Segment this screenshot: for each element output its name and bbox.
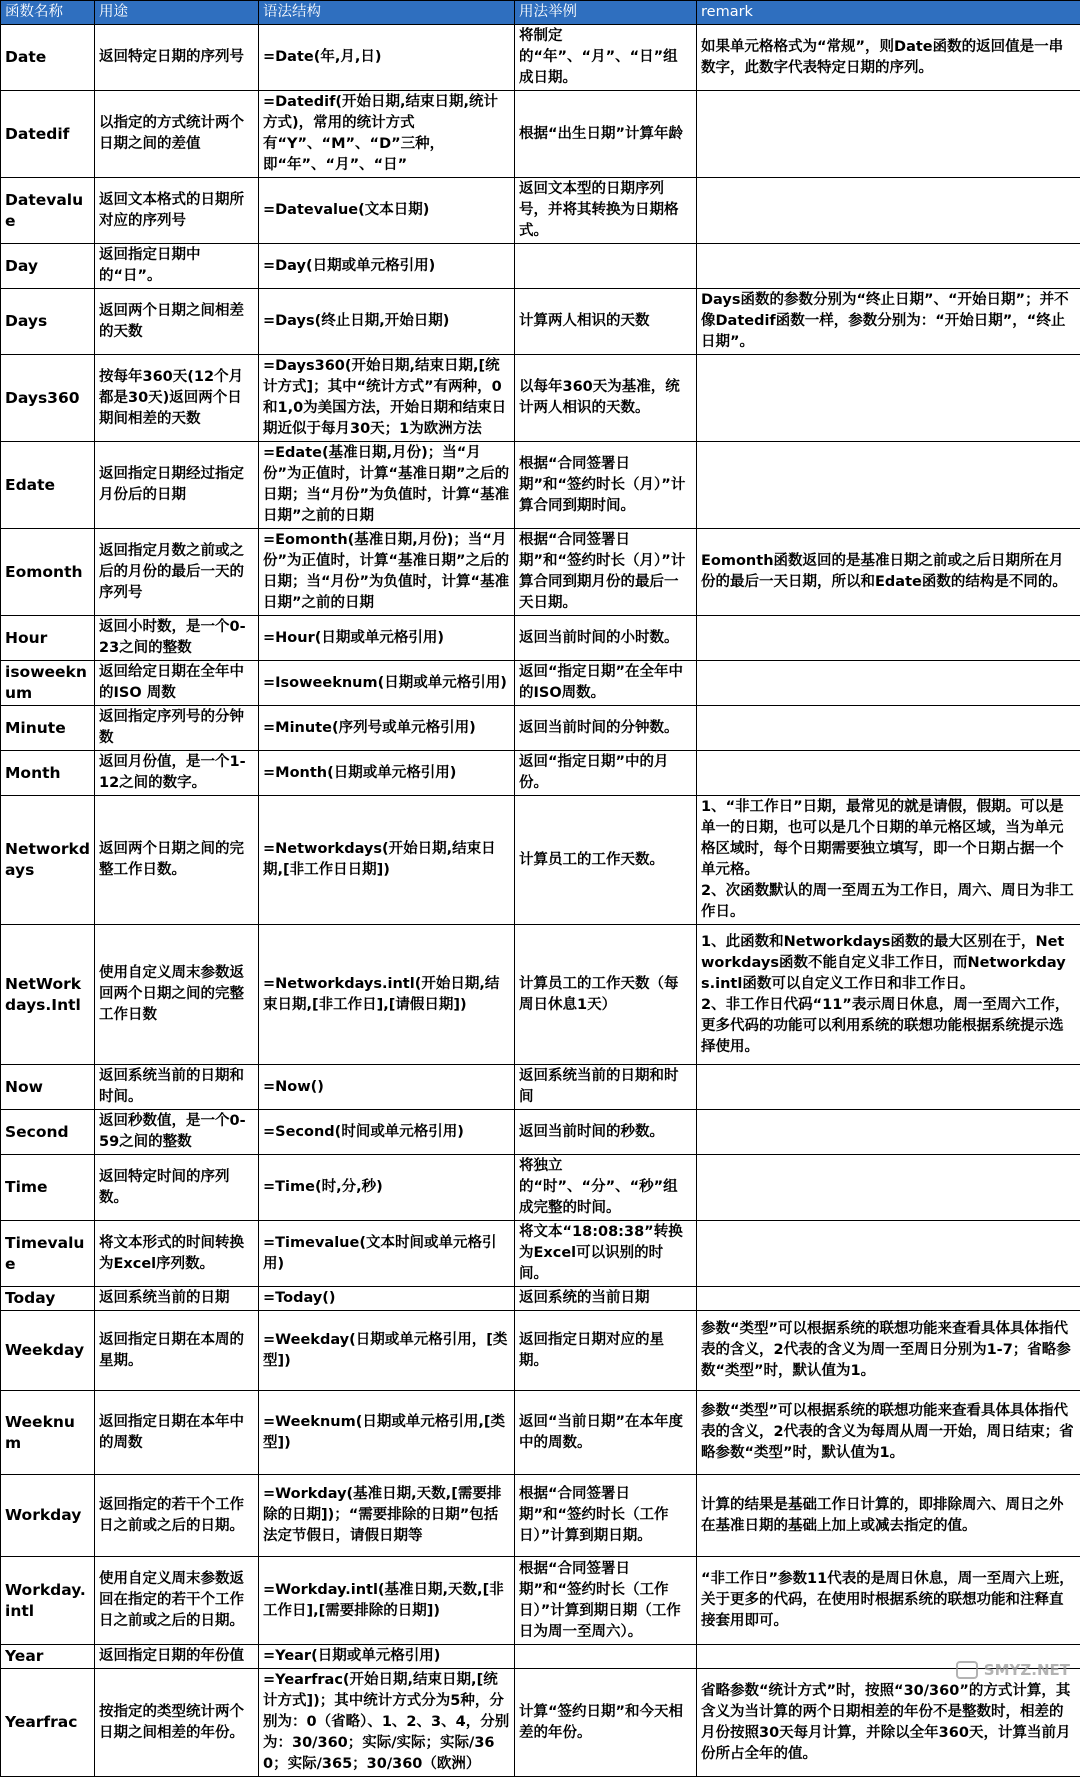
table-row — [1, 751, 1080, 796]
cell-example: 返回指定日期对应的星期。 — [515, 1311, 697, 1391]
cell-syntax: =Day(日期或单元格引用) — [259, 244, 515, 289]
cell-purpose: 返回指定日期经过指定月份后的日期 — [95, 442, 259, 529]
cell-purpose: 返回两个日期之间相差的天数 — [95, 289, 259, 355]
cell-purpose: 返回特定日期的序列号 — [95, 25, 259, 91]
cell-name: Date — [1, 25, 95, 91]
table-row — [1, 1155, 1080, 1221]
cell-name: Days360 — [1, 355, 95, 442]
cell-syntax: =Minute(序列号或单元格引用) — [259, 706, 515, 751]
cell-example: 返回“指定日期”在全年中的ISO周数。 — [515, 661, 697, 706]
cell-remark — [697, 178, 1080, 244]
cell-name: Weeknum — [1, 1391, 95, 1475]
cell-purpose: 返回月份值，是一个1-12之间的数字。 — [95, 751, 259, 796]
cell-name: Days — [1, 289, 95, 355]
cell-example: 根据“合同签署日期”和“签约时长（月）”计算合同到期月份的最后一天日期。 — [515, 529, 697, 616]
header-example: 用法举例 — [515, 1, 697, 25]
table-row — [1, 661, 1080, 706]
cell-syntax: =Yearfrac(开始日期,结束日期,[统计方式])；其中统计方式分为5种，分别为：0（省略）、1、2、3、4，分别为：30/360；实际/实际；实际/360；实际/365；30/360（欧洲） — [259, 1669, 515, 1777]
cell-syntax: =Days(终止日期,开始日期) — [259, 289, 515, 355]
cell-example: 根据“合同签署日期”和“签约时长（工作日）”计算到期日期。 — [515, 1475, 697, 1557]
cell-example — [515, 244, 697, 289]
cell-syntax: =Timevalue(文本时间或单元格引用) — [259, 1221, 515, 1287]
cell-name: Timevalue — [1, 1221, 95, 1287]
watermark — [956, 1661, 1070, 1680]
cell-example: 计算“签约日期”和今天相差的年份。 — [515, 1669, 697, 1777]
cell-purpose: 返回指定日期中的“日”。 — [95, 244, 259, 289]
cell-syntax: =Networkdays.intl(开始日期,结束日期,[非工作日],[请假日期]) — [259, 925, 515, 1065]
header-function-name: 函数名称 — [1, 1, 95, 25]
header-purpose: 用途 — [95, 1, 259, 25]
cell-remark — [697, 661, 1080, 706]
cell-name: Datedif — [1, 91, 95, 178]
cell-syntax: =Today() — [259, 1287, 515, 1311]
table-row — [1, 1391, 1080, 1475]
cell-syntax: =Weeknum(日期或单元格引用,[类型]) — [259, 1391, 515, 1475]
cell-name: Time — [1, 1155, 95, 1221]
cell-syntax: =Days360(开始日期,结束日期,[统计方式]；其中“统计方式”有两种，0和1,0为美国方法，开始日期和结束日期近似于每月30天；1为欧洲方法 — [259, 355, 515, 442]
table-row — [1, 25, 1080, 91]
cell-remark — [697, 1065, 1080, 1110]
table-row — [1, 1287, 1080, 1311]
cell-purpose: 返回指定的若干个工作日之前或之后的日期。 — [95, 1475, 259, 1557]
cell-syntax: =Edate(基准日期,月份)；当“月份”为正值时，计算“基准日期”之后的日期；当“月份”为负值时，计算“基准日期”之前的日期 — [259, 442, 515, 529]
cell-name: Minute — [1, 706, 95, 751]
table-body — [1, 25, 1080, 1777]
cell-name: Day — [1, 244, 95, 289]
cell-purpose: 以指定的方式统计两个日期之间的差值 — [95, 91, 259, 178]
cell-remark: 参数“类型”可以根据系统的联想功能来查看具体具体指代表的含义，2代表的含义为周一至周日分别为1-7；省略参数“类型”时，默认值为1。 — [697, 1311, 1080, 1391]
cell-purpose: 返回指定序列号的分钟数 — [95, 706, 259, 751]
table-row — [1, 91, 1080, 178]
cell-name: Workday — [1, 1475, 95, 1557]
cell-name: Second — [1, 1110, 95, 1155]
cell-name: Workday.intl — [1, 1557, 95, 1645]
table-row — [1, 289, 1080, 355]
cell-purpose: 返回系统当前的日期和时间。 — [95, 1065, 259, 1110]
cell-remark — [697, 355, 1080, 442]
cell-purpose: 返回指定日期在本年中的周数 — [95, 1391, 259, 1475]
cell-remark — [697, 91, 1080, 178]
cell-name: Hour — [1, 616, 95, 661]
cell-syntax: =Year(日期或单元格引用) — [259, 1645, 515, 1669]
cell-name: Datevalue — [1, 178, 95, 244]
cell-remark — [697, 244, 1080, 289]
cell-purpose: 返回给定日期在全年中的ISO 周数 — [95, 661, 259, 706]
cell-name: Eomonth — [1, 529, 95, 616]
cell-purpose: 返回系统当前的日期 — [95, 1287, 259, 1311]
cell-example: 将独立的“时”、“分”、“秒”组成完整的时间。 — [515, 1155, 697, 1221]
cell-purpose: 返回两个日期之间的完整工作日数。 — [95, 796, 259, 925]
cell-remark — [697, 442, 1080, 529]
cell-remark: 计算的结果是基础工作日计算的，即排除周六、周日之外在基准日期的基础上加上或减去指定的值。 — [697, 1475, 1080, 1557]
cell-example: 根据“出生日期”计算年龄 — [515, 91, 697, 178]
table-row — [1, 1110, 1080, 1155]
cell-syntax: =Eomonth(基准日期,月份)；当“月份”为正值时，计算“基准日期”之后的日期；当“月份”为负值时，计算“基准日期”之前的日期 — [259, 529, 515, 616]
cell-example: 返回当前时间的小时数。 — [515, 616, 697, 661]
table-row — [1, 1669, 1080, 1777]
cell-example: 返回“当前日期”在本年度中的周数。 — [515, 1391, 697, 1475]
table-row — [1, 925, 1080, 1065]
cell-syntax: =Weekday(日期或单元格引用，[类型]) — [259, 1311, 515, 1391]
cell-remark — [697, 616, 1080, 661]
table-row — [1, 1221, 1080, 1287]
cell-remark: 1、“非工作日”日期，最常见的就是请假，假期。可以是单一的日期，也可以是几个日期的单元格区域，当为单元格区域时，每个日期需要独立填写，即一个日期占据一个单元格。 2、次函数默认的周一至周五为工作日，周六、周日为非工作日。 — [697, 796, 1080, 925]
cell-example: 计算员工的工作天数。 — [515, 796, 697, 925]
cell-purpose: 使用自定义周末参数返回在指定的若干个工作日之前或之后的日期。 — [95, 1557, 259, 1645]
cell-purpose: 返回小时数，是一个0-23之间的整数 — [95, 616, 259, 661]
cell-example — [515, 1645, 697, 1669]
cell-remark: 省略参数“统计方式”时，按照“30/360”的方式计算，其含义为当计算的两个日期相差的年份不是整数时，相差的月份按照30天每月计算，并除以全年360天，计算当前月份所占全年的值。 — [697, 1669, 1080, 1777]
cell-example: 将文本“18:08:38”转换为Excel可以识别的时间。 — [515, 1221, 697, 1287]
cell-remark: 1、此函数和Networkdays函数的最大区别在于，Networkdays函数不能自定义非工作日，而Networkdays.intl函数可以自定义工作日和非工作日。 2、非工作日代码“11”表示周日休息，周一至周六工作，更多代码的功能可以利用系统的联想功能根据系统提示选择使用。 — [697, 925, 1080, 1065]
table-row — [1, 442, 1080, 529]
cell-name: Year — [1, 1645, 95, 1669]
cell-syntax: =Hour(日期或单元格引用) — [259, 616, 515, 661]
cell-purpose: 按指定的类型统计两个日期之间相差的年份。 — [95, 1669, 259, 1777]
cell-purpose: 返回秒数值，是一个0-59之间的整数 — [95, 1110, 259, 1155]
cell-remark — [697, 751, 1080, 796]
table-row — [1, 1557, 1080, 1645]
cell-syntax: =Isoweeknum(日期或单元格引用) — [259, 661, 515, 706]
cell-remark: 参数“类型”可以根据系统的联想功能来查看具体具体指代表的含义，2代表的含义为每周从周一开始，周日结束；省略参数“类型”时，默认值为1。 — [697, 1391, 1080, 1475]
table-row — [1, 1311, 1080, 1391]
header-row — [1, 1, 1080, 25]
cell-name: Networkdays — [1, 796, 95, 925]
cell-purpose: 将文本形式的时间转换为Excel序列数。 — [95, 1221, 259, 1287]
cell-name: Yearfrac — [1, 1669, 95, 1777]
table-row — [1, 178, 1080, 244]
cell-remark — [697, 706, 1080, 751]
cell-remark: 如果单元格格式为“常规”，则Date函数的返回值是一串数字，此数字代表特定日期的序列。 — [697, 25, 1080, 91]
cell-purpose: 返回指定日期的年份值 — [95, 1645, 259, 1669]
cell-example: 根据“合同签署日期”和“签约时长（月）”计算合同到期时间。 — [515, 442, 697, 529]
cell-remark — [697, 1155, 1080, 1221]
table-row — [1, 706, 1080, 751]
header-remark: remark — [697, 1, 1080, 25]
cell-syntax: =Second(时间或单元格引用) — [259, 1110, 515, 1155]
cell-purpose: 返回特定时间的序列数。 — [95, 1155, 259, 1221]
watermark-logo-icon — [956, 1661, 978, 1679]
cell-syntax: =Month(日期或单元格引用) — [259, 751, 515, 796]
watermark-text: SMYZ.NET — [984, 1661, 1070, 1679]
cell-remark — [697, 1221, 1080, 1287]
cell-name: isoweeknum — [1, 661, 95, 706]
header-syntax: 语法结构 — [259, 1, 515, 25]
table-row — [1, 1475, 1080, 1557]
cell-name: Today — [1, 1287, 95, 1311]
table-row — [1, 1065, 1080, 1110]
cell-syntax: =Workday.intl(基准日期,天数,[非工作日],[需要排除的日期]) — [259, 1557, 515, 1645]
cell-name: Month — [1, 751, 95, 796]
table-row — [1, 616, 1080, 661]
cell-example: 返回系统的当前日期 — [515, 1287, 697, 1311]
cell-example: 以每年360天为基准，统计两人相识的天数。 — [515, 355, 697, 442]
cell-purpose: 返回指定日期在本周的星期。 — [95, 1311, 259, 1391]
cell-syntax: =Now() — [259, 1065, 515, 1110]
cell-example: 根据“合同签署日期”和“签约时长（工作日）”计算到期日期（工作日为周一至周六）。 — [515, 1557, 697, 1645]
table-row — [1, 529, 1080, 616]
cell-syntax: =Datedif(开始日期,结束日期,统计方式)，常用的统计方式有“Y”、“M”、“D”三种，即“年”、“月”、“日” — [259, 91, 515, 178]
cell-syntax: =Workday(基准日期,天数,[需要排除的日期])；“需要排除的日期”包括法定节假日，请假日期等 — [259, 1475, 515, 1557]
cell-example: 计算员工的工作天数（每周日休息1天） — [515, 925, 697, 1065]
cell-purpose: 使用自定义周末参数返回两个日期之间的完整工作日数 — [95, 925, 259, 1065]
cell-example: 将制定的“年”、“月”、“日”组成日期。 — [515, 25, 697, 91]
cell-example: 返回“指定日期”中的月份。 — [515, 751, 697, 796]
cell-remark — [697, 1110, 1080, 1155]
cell-purpose: 返回文本格式的日期所对应的序列号 — [95, 178, 259, 244]
table-row — [1, 1645, 1080, 1669]
cell-example: 返回当前时间的分钟数。 — [515, 706, 697, 751]
cell-name: Now — [1, 1065, 95, 1110]
cell-name: Weekday — [1, 1311, 95, 1391]
cell-syntax: =Networkdays(开始日期,结束日期,[非工作日日期]) — [259, 796, 515, 925]
cell-syntax: =Date(年,月,日) — [259, 25, 515, 91]
cell-remark: Eomonth函数返回的是基准日期之前或之后日期所在月份的最后一天日期，所以和Edate函数的结构是不同的。 — [697, 529, 1080, 616]
cell-remark: Days函数的参数分别为“终止日期”、“开始日期”；并不像Datedif函数一样，参数分别为：“开始日期”，“终止日期”。 — [697, 289, 1080, 355]
cell-example: 返回系统当前的日期和时间 — [515, 1065, 697, 1110]
cell-remark: “非工作日”参数11代表的是周日休息，周一至周六上班，关于更多的代码，在使用时根据系统的联想功能和注释直接套用即可。 — [697, 1557, 1080, 1645]
cell-remark — [697, 1287, 1080, 1311]
cell-example: 返回当前时间的秒数。 — [515, 1110, 697, 1155]
table-row — [1, 796, 1080, 925]
cell-example: 计算两人相识的天数 — [515, 289, 697, 355]
cell-name: Edate — [1, 442, 95, 529]
cell-name: NetWorkdays.Intl — [1, 925, 95, 1065]
cell-purpose: 按每年360天(12个月都是30天)返回两个日期间相差的天数 — [95, 355, 259, 442]
cell-example: 返回文本型的日期序列号，并将其转换为日期格式。 — [515, 178, 697, 244]
table-row — [1, 355, 1080, 442]
cell-syntax: =Time(时,分,秒) — [259, 1155, 515, 1221]
table-row — [1, 244, 1080, 289]
cell-purpose: 返回指定月数之前或之后的月份的最后一天的序列号 — [95, 529, 259, 616]
cell-syntax: =Datevalue(文本日期) — [259, 178, 515, 244]
